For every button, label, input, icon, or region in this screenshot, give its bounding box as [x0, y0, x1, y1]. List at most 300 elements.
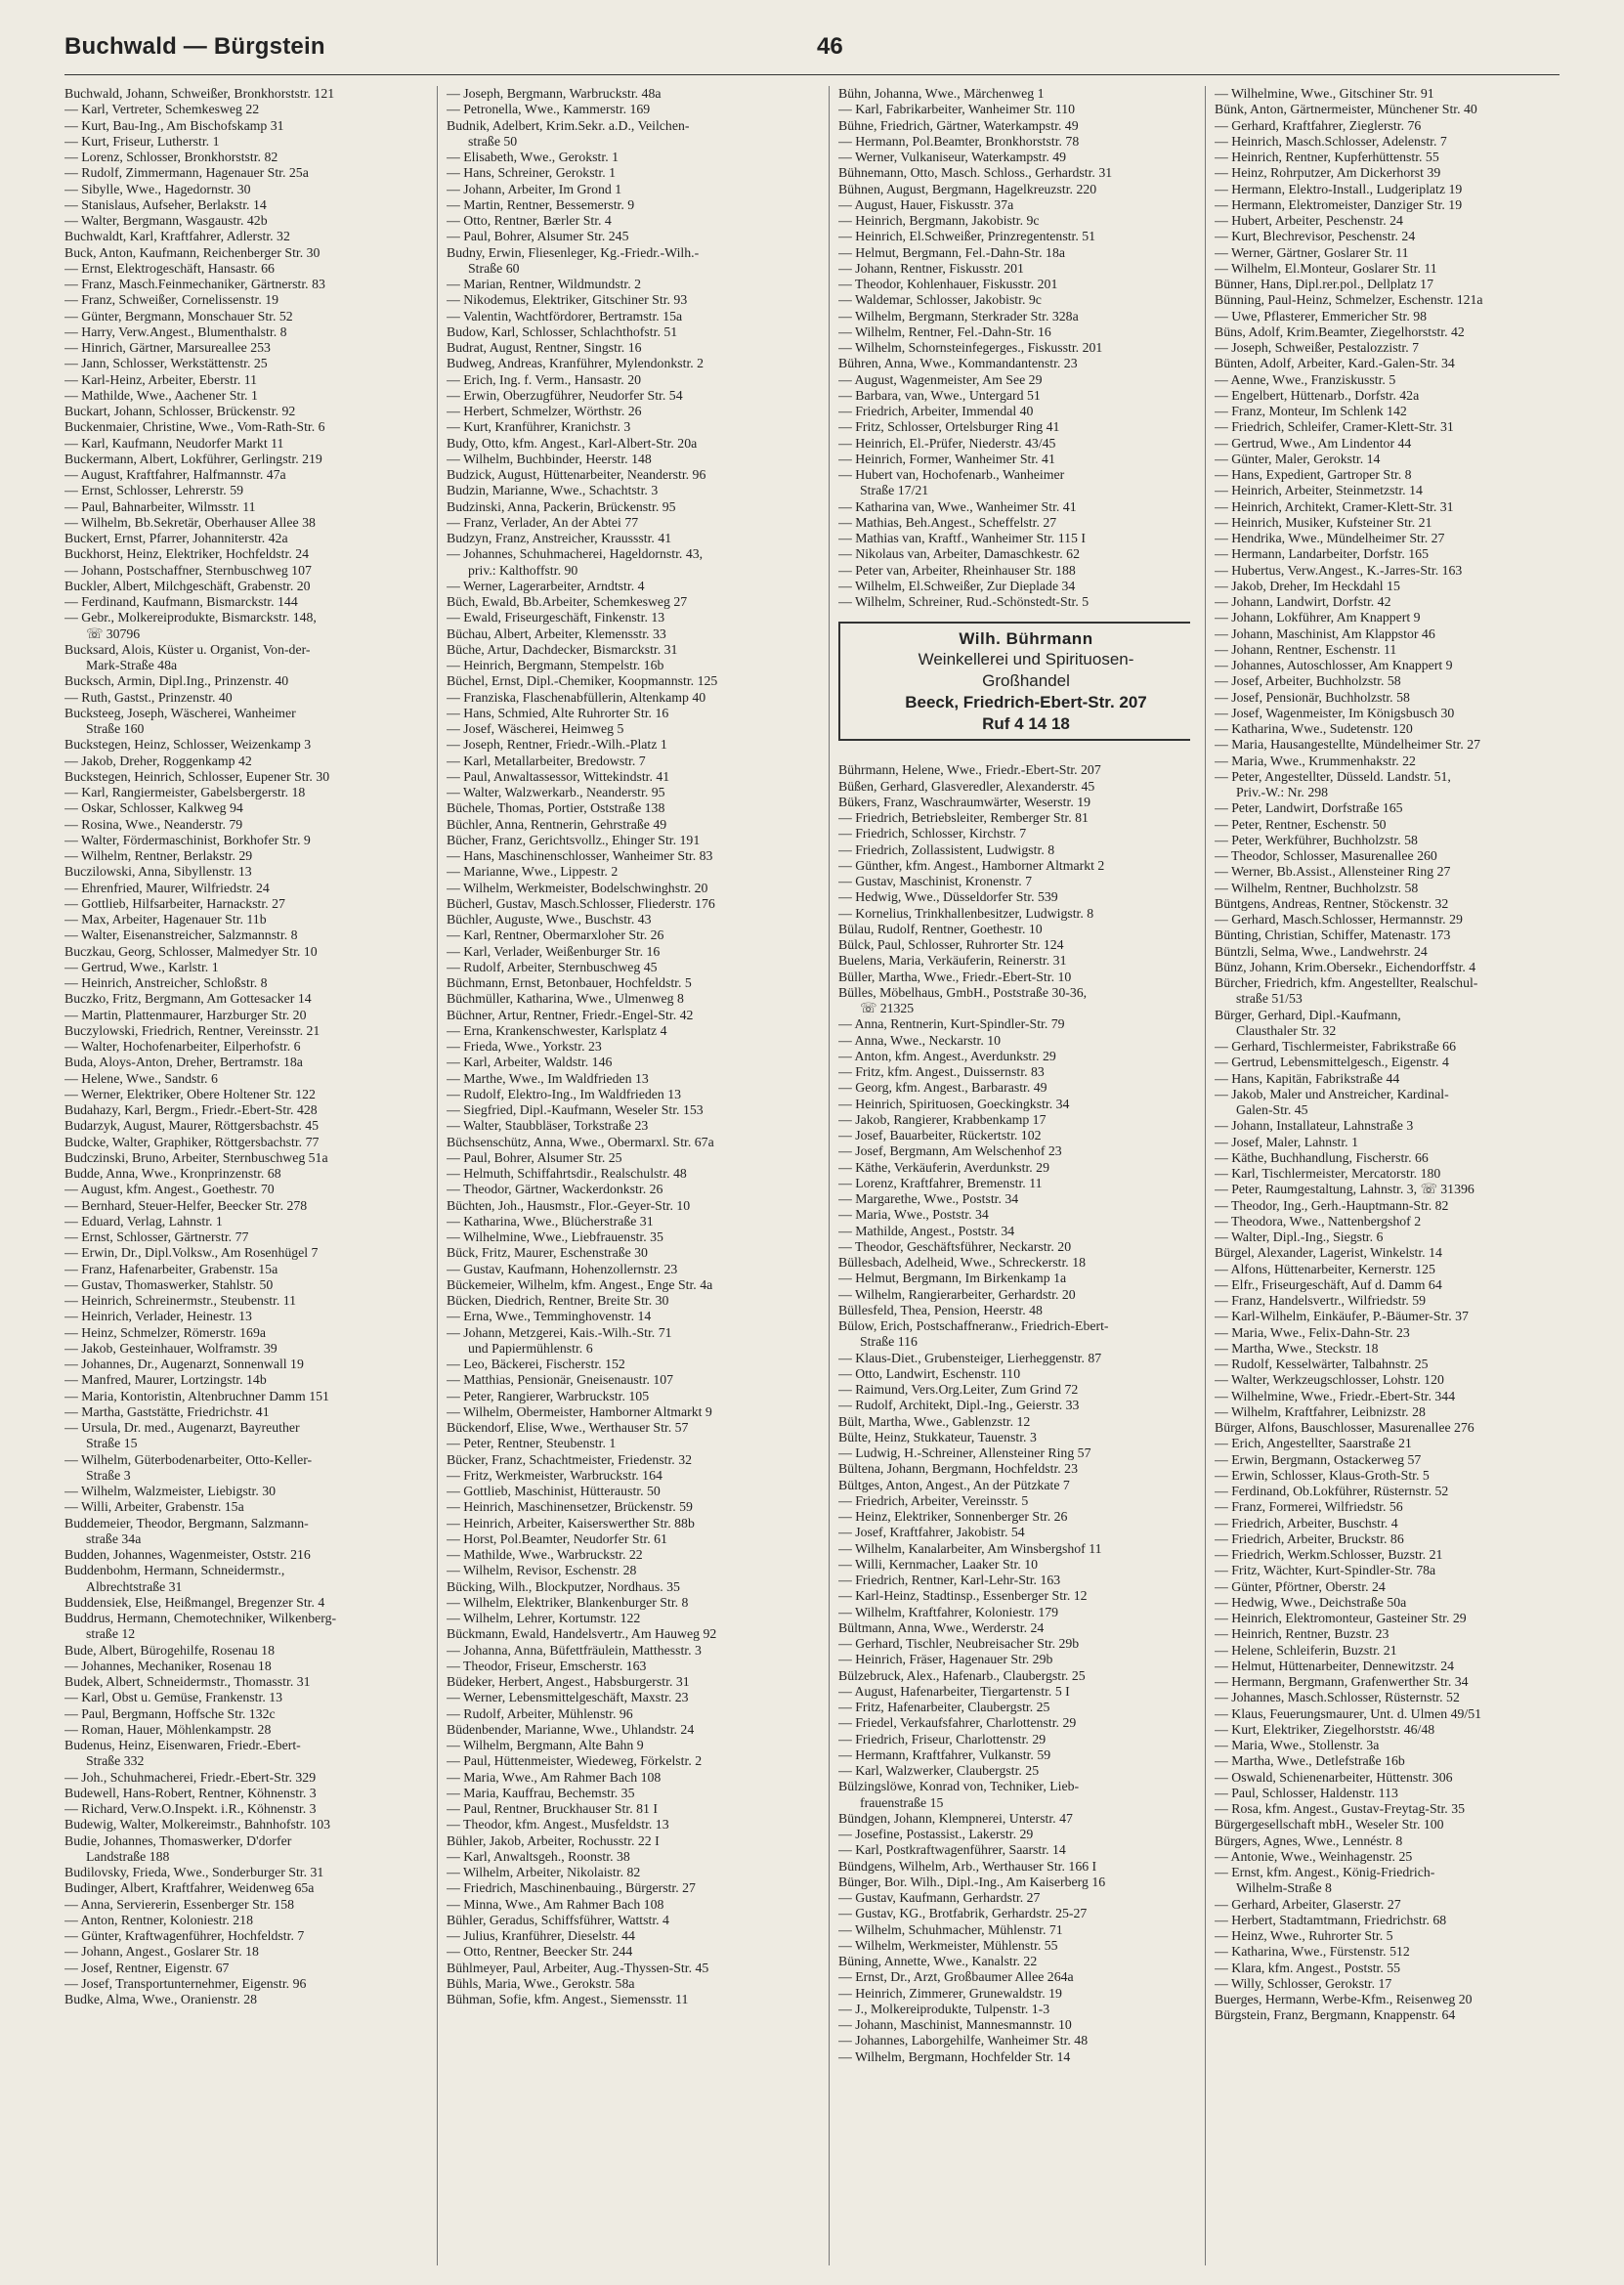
directory-entry: — Wilhelm, Bb.Sekretär, Oberhauser Allee 38: [64, 514, 316, 530]
directory-entry: — Gertrud, Wwe., Karlstr. 1: [64, 959, 219, 974]
directory-entry: — Gustav, Thomaswerker, Stahlstr. 50: [64, 1276, 274, 1292]
directory-entry: Buda, Aloys-Anton, Dreher, Bertramstr. 18a: [64, 1055, 303, 1070]
directory-entry: — Walter, Dipl.-Ing., Siegstr. 6: [1215, 1229, 1384, 1244]
directory-entry: — Friedrich, Friseur, Charlottenstr. 29: [838, 1731, 1047, 1746]
directory-entry: — Werner, Lebensmittelgeschäft, Maxstr. 23: [447, 1690, 689, 1705]
directory-entry: — Hermann, Bergmann, Grafenwerther Str. 34: [1215, 1674, 1469, 1689]
directory-entry: — Wilhelm, Werkmeister, Bodelschwinghstr. 20: [447, 880, 708, 895]
directory-entry: — Josef, Pensionär, Buchholzstr. 58: [1215, 689, 1410, 705]
directory-entry: — Hinrich, Gärtner, Marsureallee 253: [64, 340, 271, 355]
directory-entry: — Wilhelm, Bergmann, Sterkrader Str. 328a: [838, 308, 1079, 323]
directory-entry: — Manfred, Maurer, Lortzingstr. 14b: [64, 1372, 267, 1388]
directory-entry: — Theodor, Kohlenhauer, Fiskusstr. 201: [838, 277, 1058, 291]
directory-entry: — Heinrich, Maschinensetzer, Brückenstr. 59: [447, 1499, 693, 1515]
directory-entry: — Ernst, Elektrogeschäft, Hansastr. 66: [64, 260, 275, 276]
directory-entry: — Lorenz, Schlosser, Bronkhorststr. 82: [64, 150, 278, 164]
directory-entry: — Günter, Bergmann, Monschauer Str. 52: [64, 308, 293, 323]
directory-entry: Bühren, Anna, Wwe., Kommandantenstr. 23: [838, 356, 1078, 371]
directory-entry: — Ehrenfried, Maurer, Wilfriedstr. 24: [64, 880, 270, 895]
directory-entry-continuation: straße 12: [86, 1626, 136, 1642]
directory-entry: — Jakob, Maler und Anstreicher, Kardinal-: [1215, 1086, 1449, 1101]
directory-entry-continuation: Mark-Straße 48a: [86, 658, 178, 672]
directory-entry: — Johann, Maschinist, Am Klappstor 46: [1215, 625, 1435, 641]
directory-entry: — Wilhelm, Walzmeister, Liebigstr. 30: [64, 1484, 277, 1498]
directory-entry: — Otto, Rentner, Beecker Str. 244: [447, 1944, 633, 1960]
directory-entry: — Margarethe, Wwe., Poststr. 34: [838, 1191, 1019, 1206]
directory-entry: Büchel, Ernst, Dipl.-Chemiker, Koopmannstr. 125: [447, 673, 718, 689]
directory-entry: — Martha, Wwe., Detlefstraße 16b: [1215, 1753, 1405, 1769]
directory-entry: — Jakob, Dreher, Im Heckdahl 15: [1215, 578, 1400, 593]
directory-entry: — Wilhelm, Schornsteinfegerges., Fiskusstr. 201: [838, 340, 1103, 355]
directory-entry: — Heinrich, Elektromonteur, Gasteiner Str. 29: [1215, 1611, 1467, 1625]
directory-entry: — Erwin, Oberzugführer, Neudorfer Str. 54: [447, 387, 683, 403]
directory-entry: — Julius, Kranführer, Dieselstr. 44: [447, 1928, 635, 1943]
directory-entry: Bünz, Johann, Krim.Obersekr., Eichendorffstr. 4: [1215, 959, 1476, 974]
directory-entry: — Heinz, Rohrputzer, Am Dickerhorst 39: [1215, 165, 1441, 181]
directory-entry: — Herbert, Schmelzer, Wörthstr. 26: [447, 404, 642, 418]
directory-entry: — Johann, Arbeiter, Im Grond 1: [447, 181, 622, 196]
directory-entry: Bühn, Johanna, Wwe., Märchenweg 1: [838, 86, 1045, 101]
directory-entry: Budow, Karl, Schlosser, Schlachthofstr. 51: [447, 323, 678, 339]
directory-entry: — Anna, Wwe., Neckarstr. 10: [838, 1032, 1002, 1048]
directory-entry: — Heinrich, Spirituosen, Goeckingkstr. 34: [838, 1096, 1070, 1111]
directory-entry: — Mathilde, Wwe., Warbruckstr. 22: [447, 1547, 643, 1562]
directory-entry: Bültges, Anton, Angest., An der Pützkate 7: [838, 1477, 1070, 1492]
directory-entry: — Friedrich, Schlosser, Kirchstr. 7: [838, 826, 1027, 841]
directory-entry: Bühlmeyer, Paul, Arbeiter, Aug.-Thyssen-Str. 45: [447, 1960, 709, 1975]
directory-entry: — Maria, Hausangestellte, Mündelheimer Str. 27: [1215, 737, 1481, 753]
directory-entry: — Helene, Schleiferin, Buzstr. 21: [1215, 1642, 1397, 1658]
directory-entry: — Rosa, kfm. Angest., Gustav-Freytag-Str. 35: [1215, 1801, 1465, 1816]
directory-entry: — Josef, Wagenmeister, Im Königsbusch 30: [1215, 705, 1455, 720]
directory-entry: — August, Kraftfahrer, Halfmannstr. 47a: [64, 467, 286, 482]
directory-entry: — Paul, Anwaltassessor, Wittekindstr. 41: [447, 768, 670, 784]
directory-entry: Budie, Johannes, Thomaswerker, D'dorfer: [64, 1832, 292, 1848]
directory-entry: — Erwin, Schlosser, Klaus-Groth-Str. 5: [1215, 1467, 1430, 1483]
directory-entry: — Peter, Werkführer, Buchholzstr. 58: [1215, 832, 1418, 847]
directory-entry: — Friedrich, Maschinenbauing., Bürgerstr. 27: [447, 1880, 696, 1896]
page-title: Buchwald — Bürgstein: [64, 33, 325, 60]
directory-entry: Büßen, Gerhard, Glasveredler, Alexanderstr. 45: [838, 778, 1095, 794]
directory-entry: — Werner, Bb.Assist., Allensteiner Ring 27: [1215, 864, 1451, 880]
directory-entry: Bülzingslöwe, Konrad von, Techniker, Lieb-: [838, 1779, 1080, 1794]
directory-entry: — Günther, kfm. Angest., Hamborner Altmarkt 2: [838, 857, 1105, 873]
directory-entry: — Friedrich, Betriebsleiter, Remberger Str. 81: [838, 810, 1089, 825]
directory-entry-continuation: ☏ 21325: [860, 1001, 915, 1015]
directory-entry: — Max, Arbeiter, Hagenauer Str. 11b: [64, 912, 267, 927]
directory-entry-continuation: Priv.-W.: Nr. 298: [1236, 785, 1329, 799]
directory-entry: — Marianne, Wwe., Lippestr. 2: [447, 864, 619, 880]
directory-entry: — Wilhelm, Rentner, Fel.-Dahn-Str. 16: [838, 323, 1051, 339]
directory-entry: — Heinrich, Zimmerer, Grunewaldstr. 19: [838, 1985, 1062, 2001]
directory-entry: — Werner, Lagerarbeiter, Arndtstr. 4: [447, 578, 645, 593]
directory-entry: Bühne, Friedrich, Gärtner, Waterkampstr. 49: [838, 117, 1079, 133]
directory-entry: — Alfons, Hüttenarbeiter, Kernerstr. 125: [1215, 1261, 1435, 1276]
directory-entry: — Gustav, KG., Brotfabrik, Gerhardstr. 25-27: [838, 1906, 1088, 1921]
directory-entry: Büning, Annette, Wwe., Kanalstr. 22: [838, 1954, 1038, 1968]
directory-entry: — Richard, Verw.O.Inspekt. i.R., Köhnenstr. 3: [64, 1801, 317, 1816]
directory-entry: — Josef, Maler, Lahnstr. 1: [1215, 1134, 1358, 1149]
directory-entry: — Maria, Wwe., Felix-Dahn-Str. 23: [1215, 1324, 1410, 1340]
directory-entry: Bühls, Maria, Wwe., Gerokstr. 58a: [447, 1975, 635, 1991]
directory-entry: — Karl, Tischlermeister, Mercatorstr. 180: [1215, 1166, 1441, 1181]
directory-entry: — Helmuth, Schiffahrtsdir., Realschulstr. 48: [447, 1166, 687, 1181]
directory-entry-continuation: straße 51/53: [1236, 991, 1303, 1007]
directory-entry: — Josef, Kraftfahrer, Jakobistr. 54: [838, 1525, 1025, 1540]
directory-entry: Bünting, Christian, Schiffer, Matenastr. 173: [1215, 927, 1451, 943]
directory-entry: Budenus, Heinz, Eisenwaren, Friedr.-Ebert-: [64, 1738, 301, 1752]
directory-entry: Budke, Alma, Wwe., Oranienstr. 28: [64, 1992, 258, 2006]
directory-entry: Büchsenschütz, Anna, Wwe., Obermarxl. Str. 67a: [447, 1134, 714, 1149]
directory-entry: — Wilhelm, Kraftfahrer, Koloniestr. 179: [838, 1604, 1059, 1619]
directory-entry: — Karl, Vertreter, Schemkesweg 22: [64, 102, 260, 117]
directory-entry: — Anton, Rentner, Koloniestr. 218: [64, 1912, 253, 1927]
directory-entry: — Johann, Installateur, Lahnstraße 3: [1215, 1118, 1414, 1134]
directory-entry: — Heinz, Elektriker, Sonnenberger Str. 26: [838, 1509, 1068, 1524]
directory-entry-continuation: priv.: Kalthoffstr. 90: [468, 562, 578, 578]
directory-entry: — Jakob, Gesteinhauer, Wolframstr. 39: [64, 1340, 278, 1356]
directory-entry: — Heinrich, Rentner, Buzstr. 23: [1215, 1626, 1389, 1642]
directory-entry: — Johann, Lokführer, Am Knappert 9: [1215, 610, 1421, 625]
directory-entry: Büchner, Artur, Rentner, Friedr.-Engel-Str. 42: [447, 1007, 694, 1022]
directory-entry: Budcke, Walter, Graphiker, Röttgersbachstr. 77: [64, 1134, 320, 1149]
directory-entry: — Karl, Kaufmann, Neudorfer Markt 11: [64, 435, 284, 451]
directory-entry: — Nikolaus van, Arbeiter, Damaschkestr. 62: [838, 546, 1080, 562]
directory-entry: — Ernst, Schlosser, Gärtnerstr. 77: [64, 1229, 249, 1244]
directory-column-2: [447, 86, 798, 2271]
directory-entry: — Rudolf, Elektro-Ing., Im Waldfrieden 13: [447, 1086, 682, 1101]
directory-entry: Budny, Erwin, Fliesenleger, Kg.-Friedr.-Wilh.-: [447, 244, 700, 260]
directory-entry: Bülck, Paul, Schlosser, Ruhrorter Str. 124: [838, 937, 1064, 952]
directory-entry: — Harry, Verw.Angest., Blumenthalstr. 8: [64, 323, 287, 339]
directory-entry: — Hermann, Pol.Beamter, Bronkhorststr. 78: [838, 133, 1080, 149]
directory-entry: — Marthe, Wwe., Im Waldfrieden 13: [447, 1070, 649, 1086]
directory-entry: — Kurt, Blechrevisor, Peschenstr. 24: [1215, 229, 1416, 244]
directory-entry: — Heinrich, Architekt, Cramer-Klett-Str. 31: [1215, 498, 1454, 514]
directory-entry-continuation: Straße 160: [86, 721, 145, 736]
directory-entry: Bülles, Möbelhaus, GmbH., Poststraße 30-36,: [838, 984, 1088, 1000]
directory-entry: — Johann, Landwirt, Dorfstr. 42: [1215, 594, 1391, 609]
directory-entry: — Mathias van, Kraftf., Wanheimer Str. 115 I: [838, 531, 1086, 545]
directory-entry: Bültena, Johann, Bergmann, Hochfeldstr. 23: [838, 1461, 1078, 1477]
directory-entry: — Paul, Bohrer, Alsumer Str. 245: [447, 229, 629, 244]
ad-business-line-2: Großhandel: [982, 671, 1070, 691]
directory-entry: — Friedrich, Arbeiter, Vereinsstr. 5: [838, 1492, 1029, 1508]
directory-entry: Buczilowski, Anna, Sibyllenstr. 13: [64, 864, 252, 880]
directory-entry: — Elfr., Friseurgeschäft, Auf d. Damm 64: [1215, 1276, 1442, 1292]
directory-entry: — Katharina, Wwe., Fürstenstr. 512: [1215, 1944, 1410, 1960]
directory-entry: Bülzebruck, Alex., Hafenarb., Claubergstr. 25: [838, 1667, 1086, 1683]
directory-entry: — Engelbert, Hüttenarb., Dorfstr. 42a: [1215, 387, 1420, 403]
directory-entry-continuation: straße 34a: [86, 1531, 142, 1546]
directory-entry: Buck, Anton, Kaufmann, Reichenberger Str. 30: [64, 244, 321, 260]
directory-entry-continuation: Straße 60: [468, 260, 520, 276]
directory-entry: Büdenbender, Marianne, Wwe., Uhlandstr. 24: [447, 1721, 695, 1737]
directory-entry: — Heinrich, Masch.Schlosser, Adelenstr. 7: [1215, 133, 1447, 149]
directory-entry: Buddenbohm, Hermann, Schneidermstr.,: [64, 1563, 285, 1578]
directory-entry: — Heinrich, Bergmann, Jakobistr. 9c: [838, 213, 1040, 228]
directory-entry: — Ernst, Schlosser, Lehrerstr. 59: [64, 483, 243, 498]
directory-entry: — Maria, Wwe., Stollenstr. 3a: [1215, 1738, 1380, 1752]
directory-entry: — August, Wagenmeister, Am See 29: [838, 371, 1043, 387]
directory-entry: Budczinski, Bruno, Arbeiter, Sternbuschweg 51a: [64, 1149, 328, 1165]
directory-entry: — Fritz, Schlosser, Ortelsburger Ring 41: [838, 419, 1060, 435]
directory-entry: — Stanislaus, Aufseher, Berlakstr. 14: [64, 196, 267, 212]
directory-entry: — Mathilde, Wwe., Aachener Str. 1: [64, 387, 258, 403]
directory-entry: Buchwaldt, Karl, Kraftfahrer, Adlerstr. 32: [64, 229, 290, 244]
directory-entry: — Ferdinand, Ob.Lokführer, Rüsternstr. 52: [1215, 1484, 1449, 1498]
directory-entry: — Klaus, Feuerungsmaurer, Unt. d. Ulmen 49/51: [1215, 1705, 1482, 1721]
directory-entry: Budzick, August, Hüttenarbeiter, Neanderstr. 96: [447, 467, 706, 482]
directory-entry: — Theodor, Gärtner, Wackerdonkstr. 26: [447, 1182, 663, 1197]
directory-entry: Bündgens, Wilhelm, Arb., Werthauser Str. 166 I: [838, 1858, 1097, 1874]
directory-entry: — Karl, Fabrikarbeiter, Wanheimer Str. 110: [838, 102, 1076, 117]
directory-entry: Büdeker, Herbert, Angest., Habsburgerstr. 31: [447, 1674, 690, 1689]
directory-entry: Buddrus, Hermann, Chemotechniker, Wilkenberg-: [64, 1611, 337, 1625]
directory-entry: — Heinrich, Fräser, Hagenauer Str. 29b: [838, 1652, 1053, 1667]
directory-entry: Bürcher, Friedrich, kfm. Angestellter, Realschul-: [1215, 975, 1478, 990]
directory-entry: Büchau, Albert, Arbeiter, Klemensstr. 33: [447, 625, 666, 641]
directory-entry: — Hermann, Kraftfahrer, Vulkanstr. 59: [838, 1746, 1051, 1762]
directory-entry: — Anna, Serviererin, Essenberger Str. 158: [64, 1896, 295, 1912]
directory-entry: — Theodor, Geschäftsführer, Neckarstr. 20: [838, 1238, 1072, 1254]
directory-entry: Buckert, Ernst, Pfarrer, Johanniterstr. 42a: [64, 531, 288, 545]
directory-entry: Buckermann, Albert, Lokführer, Gerlingstr. 219: [64, 451, 322, 466]
directory-entry: — Paul, Bahnarbeiter, Wilmsstr. 11: [64, 498, 256, 514]
directory-entry: — Gebr., Molkereiprodukte, Bismarckstr. 148,: [64, 610, 317, 625]
directory-entry: — Wilhelm, Bergmann, Hochfelder Str. 14: [838, 2048, 1071, 2064]
directory-entry: — Valentin, Wachtfördorer, Bertramstr. 15a: [447, 308, 683, 323]
directory-entry: Büchler, Auguste, Wwe., Buschstr. 43: [447, 912, 652, 927]
directory-entry: Bückendorf, Elise, Wwe., Werthauser Str. 57: [447, 1420, 689, 1435]
directory-entry: — Hendrika, Wwe., Mündelheimer Str. 27: [1215, 531, 1445, 545]
directory-entry: Bülte, Heinz, Stukkateur, Tauenstr. 3: [838, 1429, 1037, 1444]
directory-entry: — Helmut, Hüttenarbeiter, Dennewitzstr. 24: [1215, 1658, 1455, 1673]
directory-entry: — Peter, Rentner, Steubenstr. 1: [447, 1436, 617, 1451]
directory-entry: Bühnemann, Otto, Masch. Schloss., Gerhardstr. 31: [838, 165, 1113, 181]
directory-entry: — Käthe, Buchhandlung, Fischerstr. 66: [1215, 1149, 1429, 1165]
directory-entry: Bück, Fritz, Maurer, Eschenstraße 30: [447, 1245, 648, 1261]
directory-entry: — Franz, Schweißer, Cornelissenstr. 19: [64, 292, 279, 308]
directory-entry: Bült, Martha, Wwe., Gablenzstr. 12: [838, 1413, 1031, 1429]
directory-entry: Buckstegen, Heinz, Schlosser, Weizenkamp 3: [64, 737, 312, 753]
directory-entry: Büntzli, Selma, Wwe., Landwehrstr. 24: [1215, 943, 1428, 959]
directory-entry: — Nikodemus, Elektriker, Gitschiner Str. 93: [447, 292, 688, 308]
directory-entry: — Ruth, Gastst., Prinzenstr. 40: [64, 689, 233, 705]
directory-entry: Büchmüller, Katharina, Wwe., Ulmenweg 8: [447, 991, 684, 1007]
directory-entry: Budzinski, Anna, Packerin, Brückenstr. 95: [447, 498, 676, 514]
directory-entry-continuation: Straße 332: [86, 1753, 145, 1769]
column-divider: [1205, 86, 1206, 2265]
directory-entry: Büns, Adolf, Krim.Beamter, Ziegelhorststr. 42: [1215, 323, 1465, 339]
directory-entry: — Maria, Kontoristin, Altenbruchner Damm 151: [64, 1388, 329, 1403]
directory-entry: — Helene, Wwe., Sandstr. 6: [64, 1070, 218, 1086]
directory-entry: — Heinrich, Anstreicher, Schloßstr. 8: [64, 975, 268, 990]
directory-entry: — Erich, Ing. f. Verm., Hansastr. 20: [447, 371, 641, 387]
directory-entry: — Matthias, Pensionär, Gneisenaustr. 107: [447, 1372, 674, 1388]
directory-entry: — Erna, Wwe., Temminghovenstr. 14: [447, 1309, 652, 1324]
directory-entry: — Hedwig, Wwe., Deichstraße 50a: [1215, 1594, 1407, 1610]
directory-entry: — Rudolf, Architekt, Dipl.-Ing., Geierstr. 33: [838, 1398, 1080, 1413]
directory-entry: — August, Hafenarbeiter, Tiergartenstr. 5 I: [838, 1683, 1070, 1699]
directory-entry: — Friedrich, Schleifer, Cramer-Klett-Str. 31: [1215, 419, 1454, 435]
directory-entry: Budy, Otto, kfm. Angest., Karl-Albert-Str. 20a: [447, 435, 698, 451]
directory-column-4: [1215, 86, 1566, 2271]
directory-entry: — Wilhelm, Kraftfahrer, Leibnizstr. 28: [1215, 1403, 1426, 1419]
directory-entry: — Jann, Schlosser, Werkstättenstr. 25: [64, 356, 268, 371]
directory-entry-continuation: straße 50: [468, 133, 518, 149]
directory-entry: — Friedrich, Zollassistent, Ludwigstr. 8: [838, 841, 1055, 857]
directory-entry: — Elisabeth, Wwe., Gerokstr. 1: [447, 150, 620, 164]
directory-column-3: [838, 86, 1190, 2271]
directory-entry-continuation: Straße 3: [86, 1467, 131, 1483]
directory-entry: Büller, Martha, Wwe., Friedr.-Ebert-Str. 10: [838, 969, 1072, 984]
directory-entry: — Otto, Rentner, Bærler Str. 4: [447, 213, 612, 228]
directory-entry: — Wilhelm, Elektriker, Blankenburger Str. 8: [447, 1594, 689, 1610]
directory-entry: — Klara, kfm. Angest., Poststr. 55: [1215, 1960, 1401, 1975]
directory-entry: — Franz, Formerei, Wilfriedstr. 56: [1215, 1499, 1403, 1515]
directory-entry: — Oskar, Schlosser, Kalkweg 94: [64, 800, 243, 816]
directory-entry: — Günter, Pförtner, Oberstr. 24: [1215, 1578, 1386, 1594]
directory-entry: — Werner, Elektriker, Obere Holtener Str. 122: [64, 1086, 316, 1101]
directory-entry-continuation: ☏ 30796: [86, 625, 141, 641]
directory-entry: — Eduard, Verlag, Lahnstr. 1: [64, 1213, 223, 1229]
directory-entry: Bucksch, Armin, Dipl.Ing., Prinzenstr. 40: [64, 673, 289, 689]
directory-entry: — Peter, Raumgestaltung, Lahnstr. 3, ☏ 31396: [1215, 1182, 1474, 1197]
directory-entry: — Karl, Rangiermeister, Gabelsbergerstr. 18: [64, 785, 306, 799]
directory-entry: Bühman, Sofie, kfm. Angest., Siemensstr. 11: [447, 1992, 689, 2006]
directory-entry: — Joseph, Rentner, Friedr.-Wilh.-Platz 1: [447, 737, 667, 753]
directory-entry: — Kurt, Friseur, Lutherstr. 1: [64, 133, 220, 149]
directory-entry: — Johann, Metzgerei, Kais.-Wilh.-Str. 71: [447, 1324, 672, 1340]
directory-entry: — Karl, Verlader, Weißenburger Str. 16: [447, 943, 661, 959]
directory-entry: — Gerhard, Arbeiter, Glaserstr. 27: [1215, 1896, 1401, 1912]
directory-entry: — Walter, Werkzeugschlosser, Lohstr. 120: [1215, 1372, 1444, 1388]
directory-entry: — Wilhelm, Bergmann, Alte Bahn 9: [447, 1738, 644, 1752]
ad-business-line: Weinkellerei und Spirituosen-: [918, 650, 1134, 669]
directory-entry: — Katharina, Wwe., Blücherstraße 31: [447, 1213, 654, 1229]
directory-entry: — Heinz, Wwe., Ruhrorter Str. 5: [1215, 1928, 1393, 1943]
directory-entry: — Sibylle, Wwe., Hagedornstr. 30: [64, 181, 251, 196]
directory-entry: — Oswald, Schienenarbeiter, Hüttenstr. 306: [1215, 1769, 1453, 1785]
directory-entry: — Karl, Arbeiter, Waldstr. 146: [447, 1055, 613, 1070]
directory-entry: Bücking, Wilh., Blockputzer, Nordhaus. 35: [447, 1578, 680, 1594]
directory-entry: — Paul, Rentner, Bruckhauser Str. 81 I: [447, 1801, 658, 1816]
directory-entry: Bünger, Bor. Wilh., Dipl.-Ing., Am Kaiserberg 16: [838, 1874, 1106, 1889]
directory-entry: — Joseph, Schweißer, Pestalozzistr. 7: [1215, 340, 1420, 355]
directory-entry: Buckart, Johann, Schlosser, Brückenstr. 92: [64, 404, 296, 418]
directory-entry: — Frieda, Wwe., Yorkstr. 23: [447, 1039, 602, 1054]
directory-entry: — Johannes, Schuhmacherei, Hageldornstr. 43,: [447, 546, 704, 562]
directory-entry: — Martin, Plattenmaurer, Harzburger Str. 20: [64, 1007, 307, 1022]
directory-entry: Bückmann, Ewald, Handelsvertr., Am Hauweg 92: [447, 1626, 717, 1642]
directory-entry: — Maria, Kauffrau, Bechemstr. 35: [447, 1785, 635, 1800]
directory-entry: — Roman, Hauer, Möhlenkampstr. 28: [64, 1721, 272, 1737]
directory-entry: Bünten, Adolf, Arbeiter, Kard.-Galen-Str. 34: [1215, 356, 1455, 371]
directory-entry: — Walter, Fördermaschinist, Borkhofer Str. 9: [64, 832, 311, 847]
directory-entry: — Minna, Wwe., Am Rahmer Bach 108: [447, 1896, 664, 1912]
directory-entry: Buckstegen, Heinrich, Schlosser, Eupener Str. 30: [64, 768, 330, 784]
directory-entry: — Peter, Angestellter, Düsseld. Landstr. 51,: [1215, 768, 1451, 784]
directory-entry-continuation: Wilhelm-Straße 8: [1236, 1880, 1332, 1896]
directory-entry: Büch, Ewald, Bb.Arbeiter, Schemkesweg 27: [447, 594, 688, 609]
directory-entry: — Walter, Staubbläser, Torkstraße 23: [447, 1118, 649, 1134]
directory-entry: — Werner, Vulkaniseur, Waterkampstr. 49: [838, 150, 1067, 164]
directory-entry: — Mathilde, Angest., Poststr. 34: [838, 1223, 1015, 1238]
directory-entry: Buerges, Hermann, Werbe-Kfm., Reisenweg 20: [1215, 1992, 1473, 2006]
directory-entry: Budewig, Walter, Molkereimstr., Bahnhofstr. 103: [64, 1817, 331, 1832]
directory-entry: — Käthe, Verkäuferin, Averdunkstr. 29: [838, 1159, 1049, 1175]
directory-entry: Bückemeier, Wilhelm, kfm. Angest., Enge Str. 4a: [447, 1276, 713, 1292]
directory-entry: — Peter van, Arbeiter, Rheinhauser Str. 188: [838, 562, 1076, 578]
directory-entry: Buddemeier, Theodor, Bergmann, Salzmann-: [64, 1515, 309, 1531]
directory-entry: — Peter, Rentner, Eschenstr. 50: [1215, 816, 1387, 832]
directory-entry: — Uwe, Pflasterer, Emmericher Str. 98: [1215, 308, 1428, 323]
directory-entry: Buczko, Fritz, Bergmann, Am Gottesacker 14: [64, 991, 312, 1007]
directory-entry: — Karl-Heinz, Arbeiter, Eberstr. 11: [64, 371, 258, 387]
directory-entry-continuation: Straße 116: [860, 1334, 918, 1350]
ad-phone: Ruf 4 14 18: [982, 714, 1070, 734]
directory-entry: Budarzyk, August, Maurer, Röttgersbachstr. 45: [64, 1118, 320, 1134]
directory-entry: — Günter, Maler, Gerokstr. 14: [1215, 451, 1381, 466]
directory-entry: — Hans, Expedient, Gartroper Str. 8: [1215, 467, 1412, 482]
directory-entry: — Antonie, Wwe., Weinhagenstr. 25: [1215, 1848, 1413, 1864]
directory-entry: — Heinz, Schmelzer, Römerstr. 169a: [64, 1324, 266, 1340]
directory-entry: — Joseph, Bergmann, Warbruckstr. 48a: [447, 86, 662, 101]
directory-entry: — Gustav, Kaufmann, Gerhardstr. 27: [838, 1890, 1041, 1905]
directory-entry: Büchele, Thomas, Portier, Oststraße 138: [447, 800, 665, 816]
directory-entry: — Wilhelm, Rentner, Buchholzstr. 58: [1215, 880, 1419, 895]
directory-entry: — Martin, Rentner, Bessemerstr. 9: [447, 196, 635, 212]
directory-entry: — Theodor, Friseur, Emscherstr. 163: [447, 1658, 647, 1673]
directory-entry: Bükers, Franz, Waschraumwärter, Weserstr. 19: [838, 794, 1091, 809]
directory-entry: Bürgergesellschaft mbH., Weseler Str. 100: [1215, 1817, 1444, 1832]
directory-entry: — Georg, kfm. Angest., Barbarastr. 49: [838, 1080, 1047, 1096]
directory-entry: — Hubert van, Hochofenarb., Wanheimer: [838, 467, 1065, 482]
directory-entry: — Otto, Landwirt, Eschenstr. 110: [838, 1365, 1021, 1381]
directory-entry: — Wilhelm, Buchbinder, Heerstr. 148: [447, 451, 652, 466]
directory-entry: — Heinrich, Former, Wanheimer Str. 41: [838, 451, 1055, 466]
directory-entry: — Gerhard, Kraftfahrer, Zieglerstr. 76: [1215, 117, 1422, 133]
directory-entry: — Josef, Wäscherei, Heimweg 5: [447, 721, 624, 736]
directory-entry: Budewell, Hans-Robert, Rentner, Köhnenstr. 3: [64, 1785, 317, 1800]
directory-entry: — Wilhelmine, Wwe., Liebfrauenstr. 35: [447, 1229, 663, 1244]
directory-entry: Budde, Anna, Wwe., Kronprinzenstr. 68: [64, 1166, 281, 1181]
directory-entry: Bürgers, Agnes, Wwe., Lennéstr. 8: [1215, 1832, 1403, 1848]
directory-entry: — Rudolf, Zimmermann, Hagenauer Str. 25a: [64, 165, 309, 181]
directory-entry: — Hermann, Elektro-Install., Ludgeriplatz 19: [1215, 181, 1463, 196]
directory-entry: — Wilhelm, Schreiner, Rud.-Schönstedt-Str. 5: [838, 594, 1090, 609]
directory-entry: — Paul, Bergmann, Hoffsche Str. 132c: [64, 1705, 276, 1721]
directory-entry: Buchwald, Johann, Schweißer, Bronkhorststr. 121: [64, 86, 335, 101]
directory-entry: — Martha, Gaststätte, Friedrichstr. 41: [64, 1403, 270, 1419]
directory-entry: — Peter, Landwirt, Dorfstraße 165: [1215, 800, 1403, 816]
directory-entry: — Mathias, Beh.Angest., Scheffelstr. 27: [838, 514, 1057, 530]
directory-entry: — Paul, Bohrer, Alsumer Str. 25: [447, 1149, 622, 1165]
directory-entry: — Fritz, Hafenarbeiter, Claubergstr. 25: [838, 1700, 1050, 1714]
directory-entry: — Maria, Wwe., Am Rahmer Bach 108: [447, 1769, 662, 1785]
directory-entry: Bülau, Rudolf, Rentner, Goethestr. 10: [838, 921, 1043, 936]
directory-entry: — Kurt, Elektriker, Ziegelhorststr. 46/48: [1215, 1721, 1435, 1737]
directory-entry: — Johann, Rentner, Eschenstr. 11: [1215, 641, 1397, 657]
directory-entry: — Wilhelm, Güterbodenarbeiter, Otto-Keller-: [64, 1451, 313, 1467]
directory-entry: — Gottlieb, Maschinist, Hütteraustr. 50: [447, 1484, 661, 1498]
directory-entry: — Herbert, Stadtamtmann, Friedrichstr. 68: [1215, 1912, 1447, 1927]
directory-entry: — Karl-Heinz, Stadtinsp., Essenberger Str. 12: [838, 1588, 1088, 1604]
directory-entry: — Kornelius, Trinkhallenbesitzer, Ludwigstr. 8: [838, 905, 1094, 921]
directory-entry: — Kurt, Kranführer, Kranichstr. 3: [447, 419, 631, 435]
directory-entry: — Paul, Schlosser, Haldenstr. 113: [1215, 1785, 1398, 1800]
